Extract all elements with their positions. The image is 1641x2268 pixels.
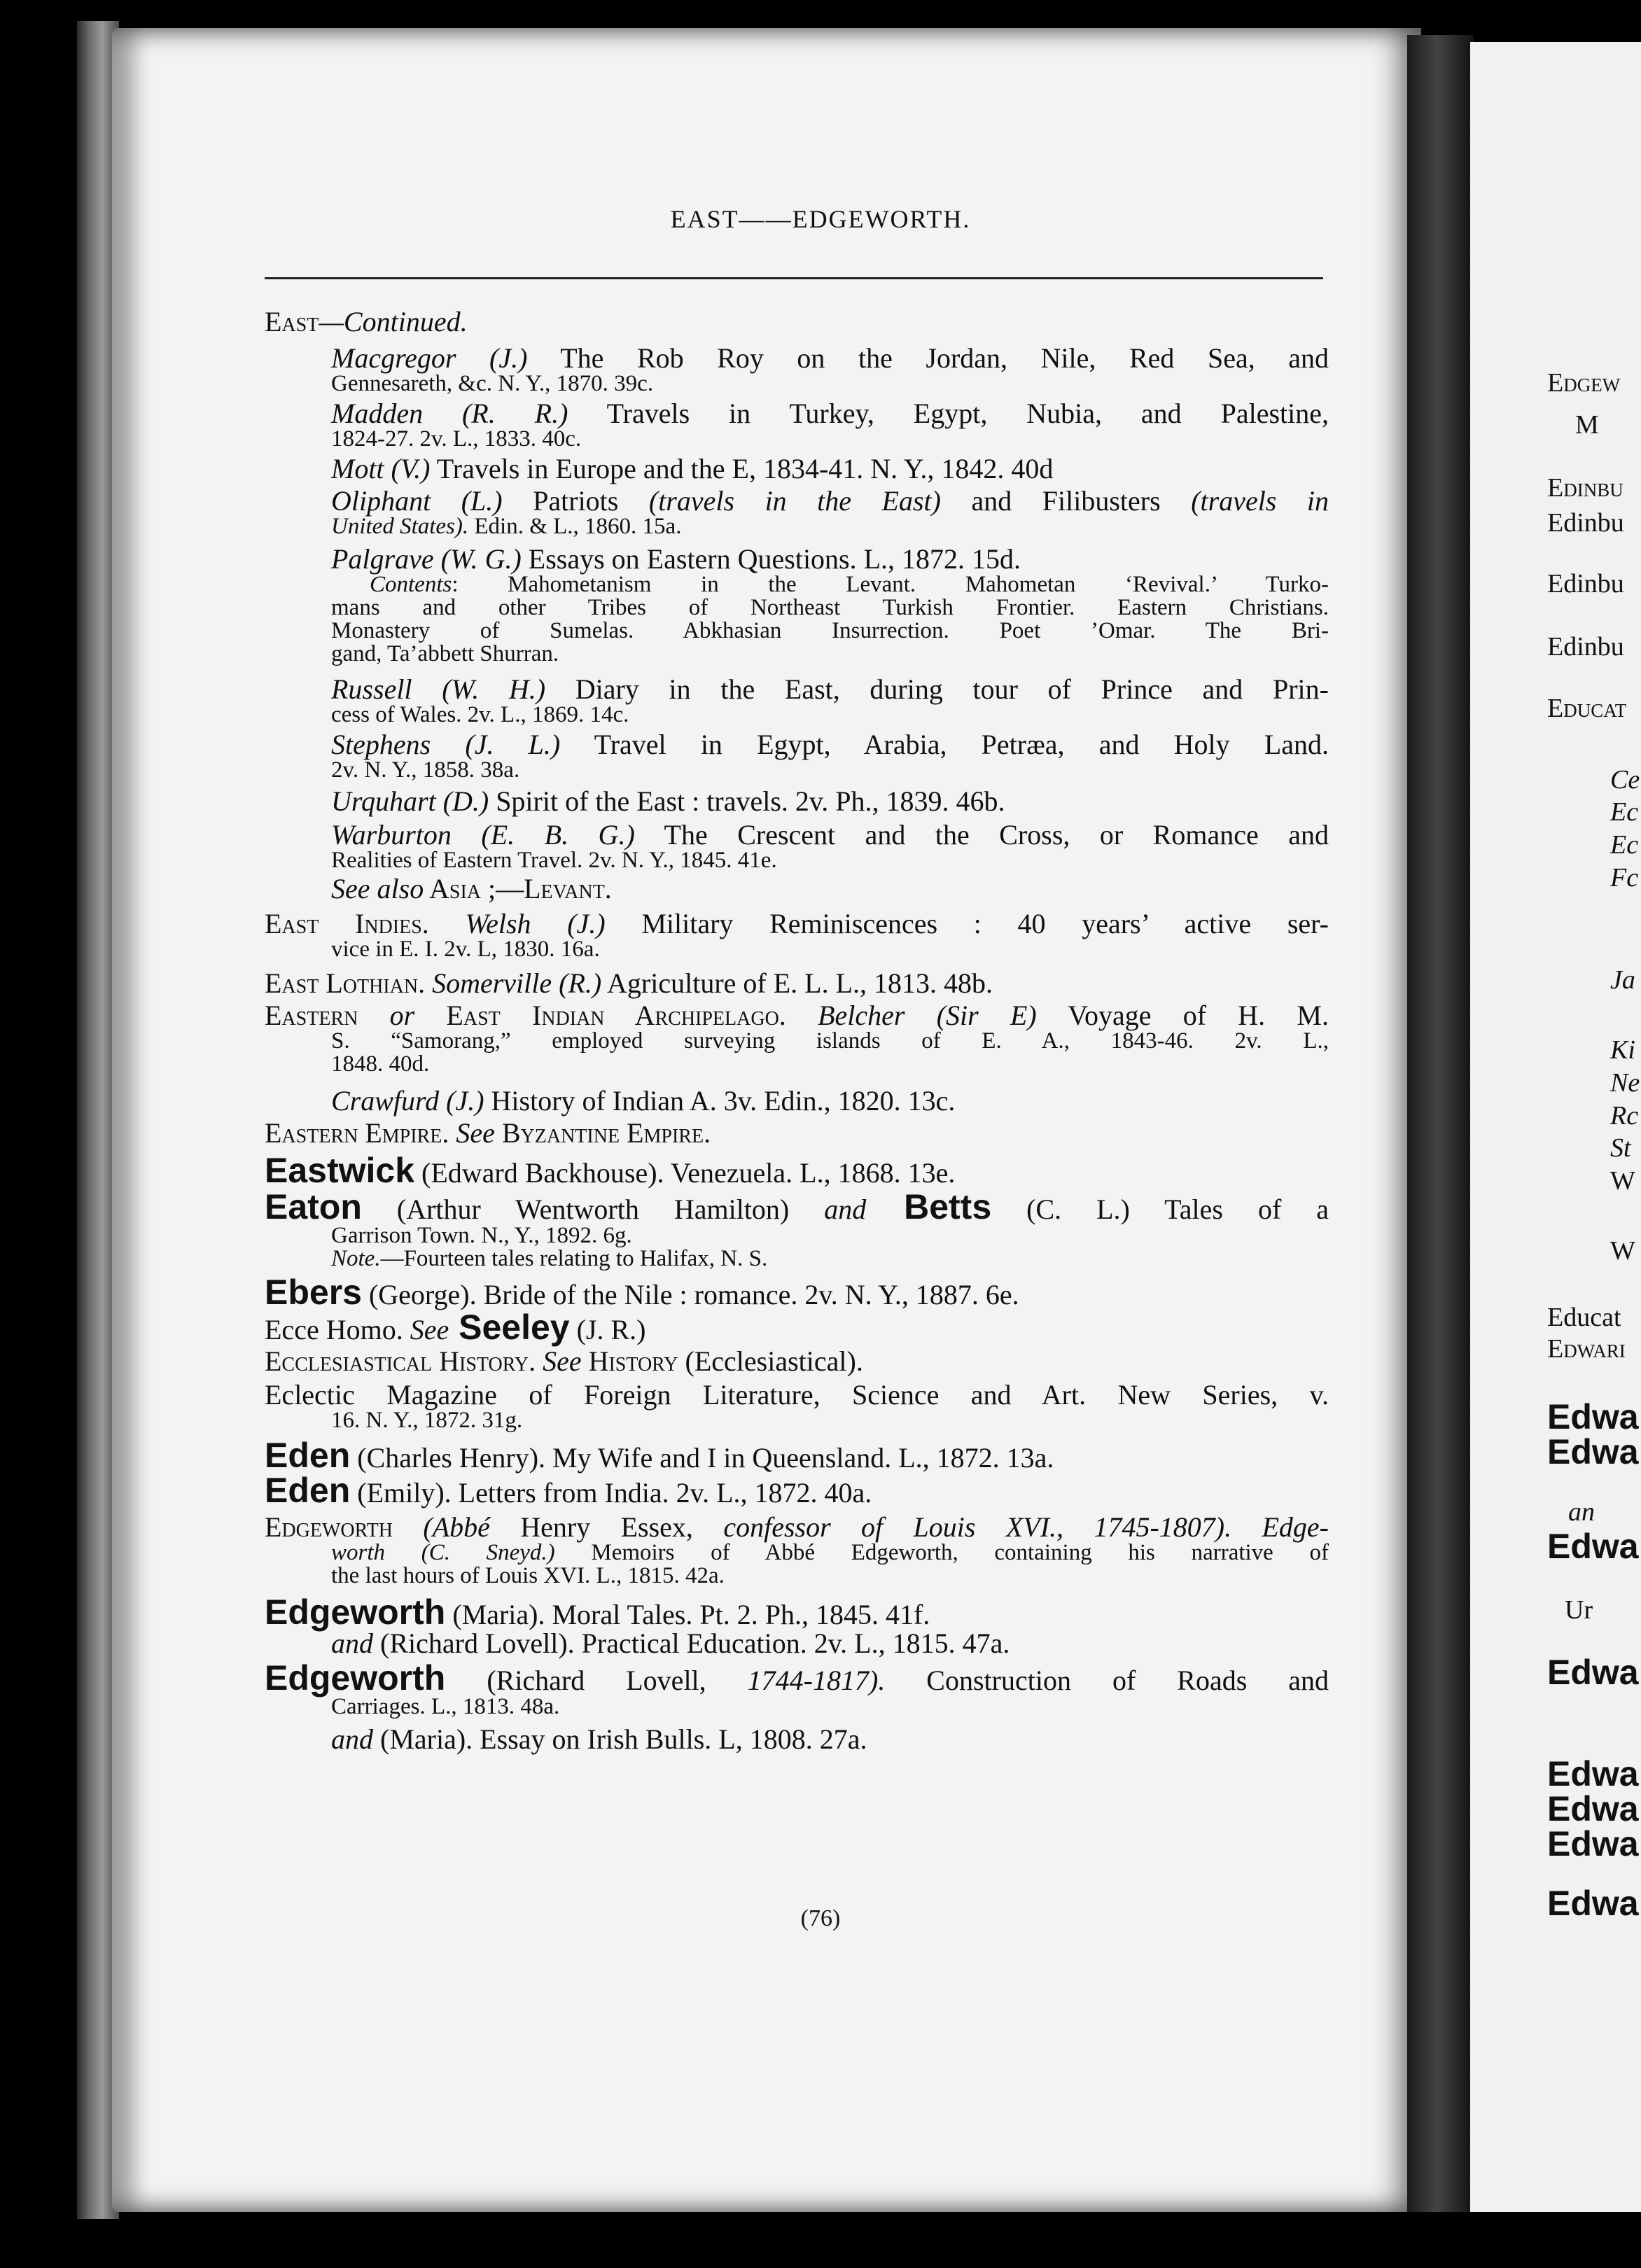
entry-text: Travels in Turkey, Egypt, Nubia, and Palestine, [568, 398, 1329, 429]
entry-ecclesiastical-history [265, 1345, 1329, 1377]
entry-crawfurd [265, 1087, 1329, 1115]
note-label: Note. [331, 1246, 381, 1271]
entry-stephens [265, 731, 1329, 759]
author-heading: Edgeworth [265, 1592, 446, 1632]
right-fragment: Edgew [1547, 368, 1621, 398]
contents-label: Contents [370, 572, 452, 597]
entry-note: (travels in the East) [648, 485, 941, 517]
entry-text: (Maria). Essay on Irish Bulls. L, 1808. 27a. [373, 1723, 867, 1755]
right-fragment: Edwa [1547, 1653, 1639, 1692]
entry-text: (Richard Lovell, [445, 1665, 748, 1696]
entry-note: (travels in [1191, 485, 1329, 517]
entry-author: Macgregor (J.) [331, 342, 528, 374]
right-fragment: Educat [1547, 1303, 1621, 1332]
entry-author: Urquhart (D.) [331, 785, 489, 817]
entry-note: United States). [331, 514, 469, 539]
author-heading: Eden [265, 1471, 351, 1510]
right-fragment: Ur [1565, 1595, 1593, 1625]
right-fragment: an [1568, 1497, 1595, 1527]
entry-edgeworth-maria [265, 1592, 1329, 1632]
entry-ebers [265, 1275, 1329, 1310]
entry-mott [265, 455, 1329, 483]
entry-continuation: Gennesareth, &c. N. Y., 1870. 39c. [331, 371, 654, 396]
entry-text: (C. L.) Tales of a [991, 1194, 1329, 1225]
right-fragment: Edwa [1547, 1397, 1639, 1436]
entry-contents: gand, Ta’abbett Shurran. [331, 641, 559, 666]
entry-east-continued [265, 308, 1329, 336]
entry-text: Agriculture of E. L. L., 1813. 48b. [601, 967, 993, 999]
entry-text: Memoirs of Abbé Edgeworth, containing his narrative of [554, 1540, 1329, 1565]
entry-author: Madden (R. R.) [331, 398, 568, 429]
entry-palgrave [265, 545, 1329, 573]
right-page-fragment [1470, 42, 1641, 2212]
page-number: (76) [800, 1905, 841, 1931]
entry-continuation [265, 1541, 1329, 1564]
right-fragment: Fc [1610, 863, 1639, 892]
entry-edgeworth-richard [265, 1658, 1329, 1698]
entry-continuation: vice in E. I. 2v. L, 1830. 16a. [331, 937, 600, 962]
entry-continuation: 16. N. Y., 1872. 31g. [331, 1408, 523, 1433]
entry-text: The Crescent and the Cross, or Romance and [634, 819, 1329, 850]
entry-text: The Rob Roy on the Jordan, Nile, Red Sea, and [527, 342, 1329, 374]
entry-eden-charles [265, 1438, 1329, 1473]
entry-eden-emily [265, 1473, 1329, 1508]
entry-text: Military Reminiscences : 40 years’ active ser- [605, 908, 1329, 939]
entry-text: (George). Bride of the Nile : romance. 2v. N. Y., 1887. 6e. [361, 1279, 1019, 1310]
entry-and [265, 1723, 1329, 1755]
entry-and: and [824, 1194, 867, 1225]
entry-text: Travel in Egypt, Arabia, Petræa, and Holy Land. [560, 729, 1329, 760]
entry-text: History [581, 1345, 678, 1377]
entry-heading: Eastern [265, 1000, 358, 1031]
right-fragment: Edinbu [1547, 473, 1623, 503]
right-fragment: Rc [1610, 1101, 1639, 1130]
entry-madden [265, 400, 1329, 428]
entry-text: (Charles Henry). My Wife and I in Queensland. L., 1872. 13a. [350, 1442, 1054, 1474]
entry-author: Stephens (J. L.) [331, 729, 561, 760]
see-label: See [536, 1345, 582, 1377]
right-fragment: Edwa [1547, 1824, 1639, 1863]
entry-author: Belcher (Sir E) [785, 1000, 1037, 1031]
right-fragment: Edwari [1547, 1334, 1626, 1364]
entry-author: Oliphant (L.) [331, 485, 503, 517]
entry-text: (Maria). Moral Tales. Pt. 2. Ph., 1845. 41f. [445, 1599, 930, 1630]
entry-text: (Ecclesiastical). [678, 1345, 863, 1377]
see-label: See [449, 1117, 495, 1149]
entry-text: Ecce Homo. [265, 1314, 410, 1345]
entry-author: Palgrave (W. G.) [331, 543, 522, 575]
entry-text: : Mahometanism in the Levant. Mahometan ‘Revival.’ Turko- [452, 572, 1329, 597]
entry-text: Henry Essex, [489, 1511, 724, 1543]
entry-text: Essays on Eastern Questions. L., 1872. 15d. [521, 543, 1021, 575]
entry-heading: East Indian Archipelago. [446, 1000, 786, 1031]
entry-text: Diary in the East, during tour of Prince and Prin- [545, 673, 1329, 705]
entry-contents: mans and other Tribes of Northeast Turkish Frontier. Eastern Christians. [331, 595, 1329, 620]
entry-continuation: 1824-27. 2v. L., 1833. 40c. [331, 426, 582, 451]
entry-continuation [265, 515, 1329, 538]
entry-note: 1744-1817). [747, 1665, 886, 1696]
right-fragment: St [1610, 1133, 1631, 1163]
entry-text: Construction of Roads and [885, 1665, 1329, 1696]
entry-text: (Edward Backhouse). Venezuela. L., 1868. 13e. [414, 1157, 956, 1189]
author-heading: Seeley [449, 1308, 570, 1347]
right-fragment: Ec [1610, 830, 1639, 860]
entry-heading-rest: —Continued. [319, 306, 468, 337]
right-fragment: Ja [1610, 965, 1635, 995]
entry-east-indies [265, 910, 1329, 938]
author-heading: Ebers [265, 1273, 362, 1312]
entry-text: Travels in Europe and the E, 1834-41. N. Y., 1842. 40d [430, 453, 1054, 484]
author-heading: Eastwick [265, 1151, 415, 1190]
entry-text: Voyage of H. M. [1036, 1000, 1329, 1031]
entry-oliphant [265, 487, 1329, 515]
right-fragment: Edinbu [1547, 632, 1624, 662]
entry-text: Byzantine Empire. [494, 1117, 711, 1149]
entry-eaton [265, 1189, 1329, 1224]
entry-author: Russell (W. H.) [331, 673, 546, 705]
entry-author: Mott (V.) [331, 453, 431, 484]
entry-heading-or: or [358, 1000, 447, 1031]
entry-text: Asia ;—Levant. [424, 873, 612, 904]
entry-author: worth (C. Sneyd.) [331, 1540, 555, 1565]
entry-text: (Emily). Letters from India. 2v. L., 1872. 40a. [350, 1477, 872, 1508]
entry-continuation: Realities of Eastern Travel. 2v. N. Y., 1845. 41e. [331, 848, 777, 873]
entry-urquhart [265, 785, 1329, 817]
entry-ecce-homo [265, 1310, 1329, 1345]
entry-text: and Filibusters [941, 485, 1192, 517]
entry-heading: East Indies. [265, 908, 429, 939]
entry-continuation: cess of Wales. 2v. L., 1869. 14c. [331, 702, 629, 727]
entry-macgregor [265, 344, 1329, 372]
entry-text: —Fourteen tales relating to Halifax, N. S. [380, 1246, 768, 1271]
entry-contents: Monastery of Sumelas. Abkhasian Insurrection. Poet ’Omar. The Bri- [331, 618, 1329, 643]
right-fragment: Edwa [1547, 1432, 1639, 1471]
entry-text: Patriots [502, 485, 649, 517]
entry-continuation: S. “Samorang,” employed surveying islands of E. A., 1843-46. 2v. L., [331, 1028, 1329, 1054]
see-also-label: See also [331, 873, 424, 904]
right-fragment: M [1575, 410, 1599, 440]
entry-note [265, 1247, 1329, 1270]
entry-continuation: Carriages. L., 1813. 48a. [331, 1694, 560, 1719]
entry-heading: Ecclesiastical History. [265, 1345, 536, 1377]
right-fragment: Edinbu [1547, 508, 1624, 538]
entry-heading: Eastern Empire. [265, 1117, 449, 1149]
right-fragment: Edwa [1547, 1789, 1639, 1828]
right-fragment: Ec [1610, 797, 1639, 827]
running-head: EAST——EDGEWORTH. [670, 205, 971, 233]
right-fragment: Edwa [1547, 1527, 1639, 1566]
entry-contents [265, 573, 1329, 596]
entry-and [265, 1630, 1329, 1658]
entry-heading: East Lothian. [265, 967, 426, 999]
entry-russell [265, 673, 1329, 705]
right-fragment: W [1610, 1166, 1635, 1196]
entry-continuation: the last hours of Louis XVI. L., 1815. 42a. [331, 1563, 725, 1588]
author-heading: Betts [866, 1187, 992, 1226]
entry-and: and [331, 1723, 373, 1755]
entry-author: Somerville (R.) [425, 967, 602, 999]
book-gutter [1407, 35, 1474, 2212]
entry-warburton [265, 821, 1329, 849]
entry-eastern-empire [265, 1119, 1329, 1147]
right-fragment: W [1610, 1236, 1635, 1266]
entry-note: (Abbé [392, 1511, 490, 1543]
entry-continuation: 2v. N. Y., 1858. 38a. [331, 757, 520, 783]
entry-eclectic: Eclectic Magazine of Foreign Literature, Science and Art. New Series, v. [265, 1379, 1329, 1410]
right-fragment: Ne [1610, 1068, 1640, 1098]
entry-author: Warburton (E. B. G.) [331, 819, 635, 850]
entry-note: confessor of Louis XVI., 1745-1807). Edge- [723, 1511, 1329, 1543]
header-rule [265, 277, 1323, 279]
entry-text: Edin. & L., 1860. 15a. [468, 514, 682, 539]
right-fragment: Educat [1547, 694, 1627, 723]
entry-edgeworth-abbe [265, 1513, 1329, 1541]
right-fragment: Edinbu [1547, 569, 1624, 598]
entry-author: Crawfurd (J.) [331, 1085, 484, 1116]
entry-text: (J. R.) [569, 1314, 646, 1345]
entry-continuation: Garrison Town. N., Y., 1892. 6g. [331, 1223, 632, 1248]
entry-text: History of Indian A. 3v. Edin., 1820. 13c. [484, 1085, 956, 1116]
entry-author: Welsh (J.) [428, 908, 606, 939]
author-heading: Edgeworth [265, 1658, 446, 1698]
right-fragment: Edwa [1547, 1754, 1639, 1793]
entry-heading: East [265, 306, 319, 337]
entry-see-also [265, 875, 1329, 903]
entry-text: (Richard Lovell). Practical Education. 2v. L., 1815. 47a. [373, 1628, 1010, 1659]
entry-east-lothian [265, 969, 1329, 997]
entry-text: (Arthur Wentworth Hamilton) [361, 1194, 825, 1225]
entry-continuation: 1848. 40d. [331, 1051, 430, 1077]
entry-heading: Edgeworth [265, 1511, 393, 1543]
entry-eastwick [265, 1153, 1329, 1188]
author-heading: Eden [265, 1436, 351, 1475]
see-label: See [410, 1314, 449, 1345]
index-entries [265, 308, 1329, 1754]
entry-eastern-archipelago [265, 1002, 1329, 1030]
right-fragment: Ki [1610, 1035, 1635, 1065]
entry-and: and [331, 1628, 373, 1659]
author-heading: Eaton [265, 1187, 362, 1226]
right-fragment: Ce [1610, 765, 1640, 794]
entry-text: Spirit of the East : travels. 2v. Ph., 1839. 46b. [489, 785, 1005, 817]
right-fragment: Edwa [1547, 1884, 1639, 1923]
